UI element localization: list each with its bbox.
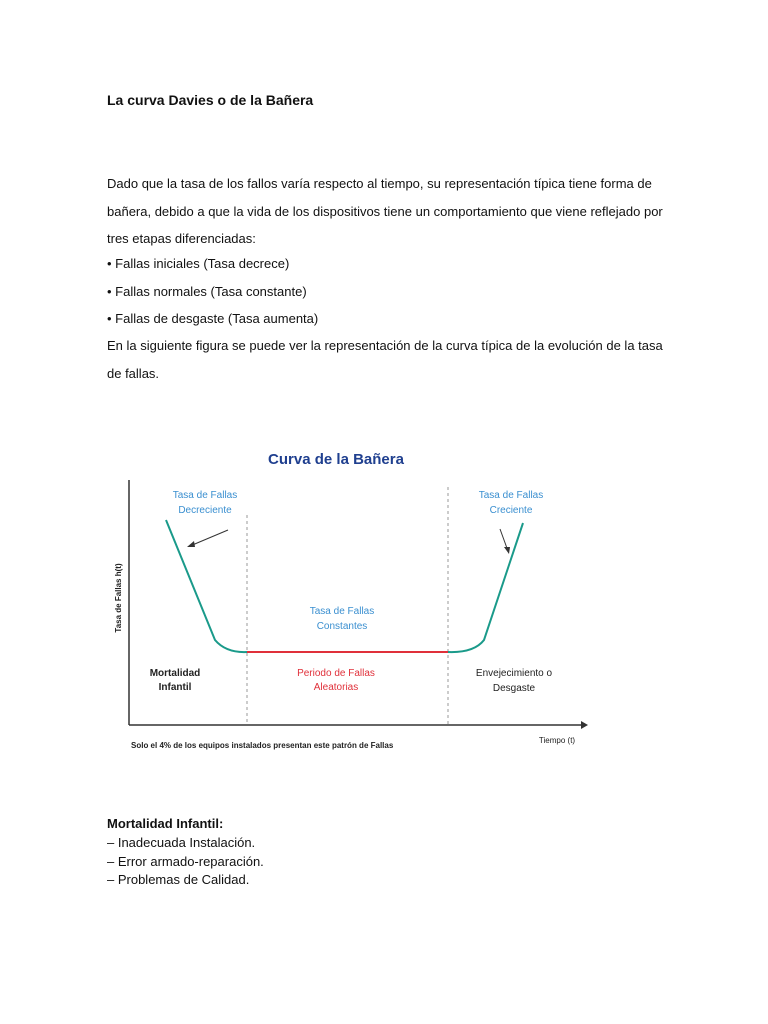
region-wear-line2: Desgaste xyxy=(492,683,536,694)
figure-title: Curva de la Bañera xyxy=(268,451,404,468)
list-item: • Fallas normales (Tasa constante) xyxy=(107,278,318,306)
list-item: – Inadecuada Instalación. xyxy=(107,835,256,850)
label-decreasing-line2: Decreciente xyxy=(178,505,232,516)
bathtub-curve-diagram xyxy=(100,435,600,770)
x-axis-label: Tiempo (t) xyxy=(538,736,576,745)
label-constant-line2: Constantes xyxy=(316,621,368,632)
label-increasing-line1: Tasa de Fallas xyxy=(478,490,544,501)
document-title: La curva Davies o de la Bañera xyxy=(107,92,314,108)
arrow-head-icon xyxy=(504,547,510,554)
arrow-head-icon xyxy=(187,541,195,547)
list-item: • Fallas de desgaste (Tasa aumenta) xyxy=(107,305,318,333)
list-item: – Problemas de Calidad. xyxy=(107,872,250,887)
region-random-line1: Periodo de Fallas xyxy=(297,668,375,679)
region-infant-line1: Mortalidad xyxy=(149,668,201,679)
curve-decreasing-segment xyxy=(166,520,247,652)
intro-paragraph: Dado que la tasa de los fallos varía respecto al tiempo, su representación típica tiene forma de bañera, debido a que la vida de los dispositivos tiene un comportamiento que viene reflejado por tres etapas diferenciadas: xyxy=(107,176,663,246)
list-item: • Fallas iniciales (Tasa decrece) xyxy=(107,250,318,278)
arrow-decreasing xyxy=(190,530,228,546)
section-title: Mortalidad Infantil: xyxy=(107,816,224,831)
infant-mortality-causes-list xyxy=(107,834,264,890)
curve-increasing-segment xyxy=(448,523,523,652)
bathtub-curve-figure xyxy=(100,435,600,770)
region-infant-line2: Infantil xyxy=(158,682,192,693)
x-axis-arrow-icon xyxy=(581,721,588,729)
region-random-line2: Aleatorias xyxy=(313,682,359,693)
label-increasing-line2: Creciente xyxy=(489,505,533,516)
y-axis-label: Tasa de Fallas h(t) xyxy=(114,563,123,633)
label-constant-line1: Tasa de Fallas xyxy=(309,606,375,617)
region-wear-line1: Envejecimiento o xyxy=(475,668,553,679)
stages-list xyxy=(107,250,318,333)
figure-note: Solo el 4% de los equipos instalados presentan este patrón de Fallas xyxy=(131,741,394,750)
list-item: – Error armado-reparación. xyxy=(107,853,264,869)
figure-intro-paragraph: En la siguiente figura se puede ver la representación de la curva típica de la evolución de la tasa de fallas. xyxy=(107,338,663,381)
label-decreasing-line1: Tasa de Fallas xyxy=(172,490,238,501)
